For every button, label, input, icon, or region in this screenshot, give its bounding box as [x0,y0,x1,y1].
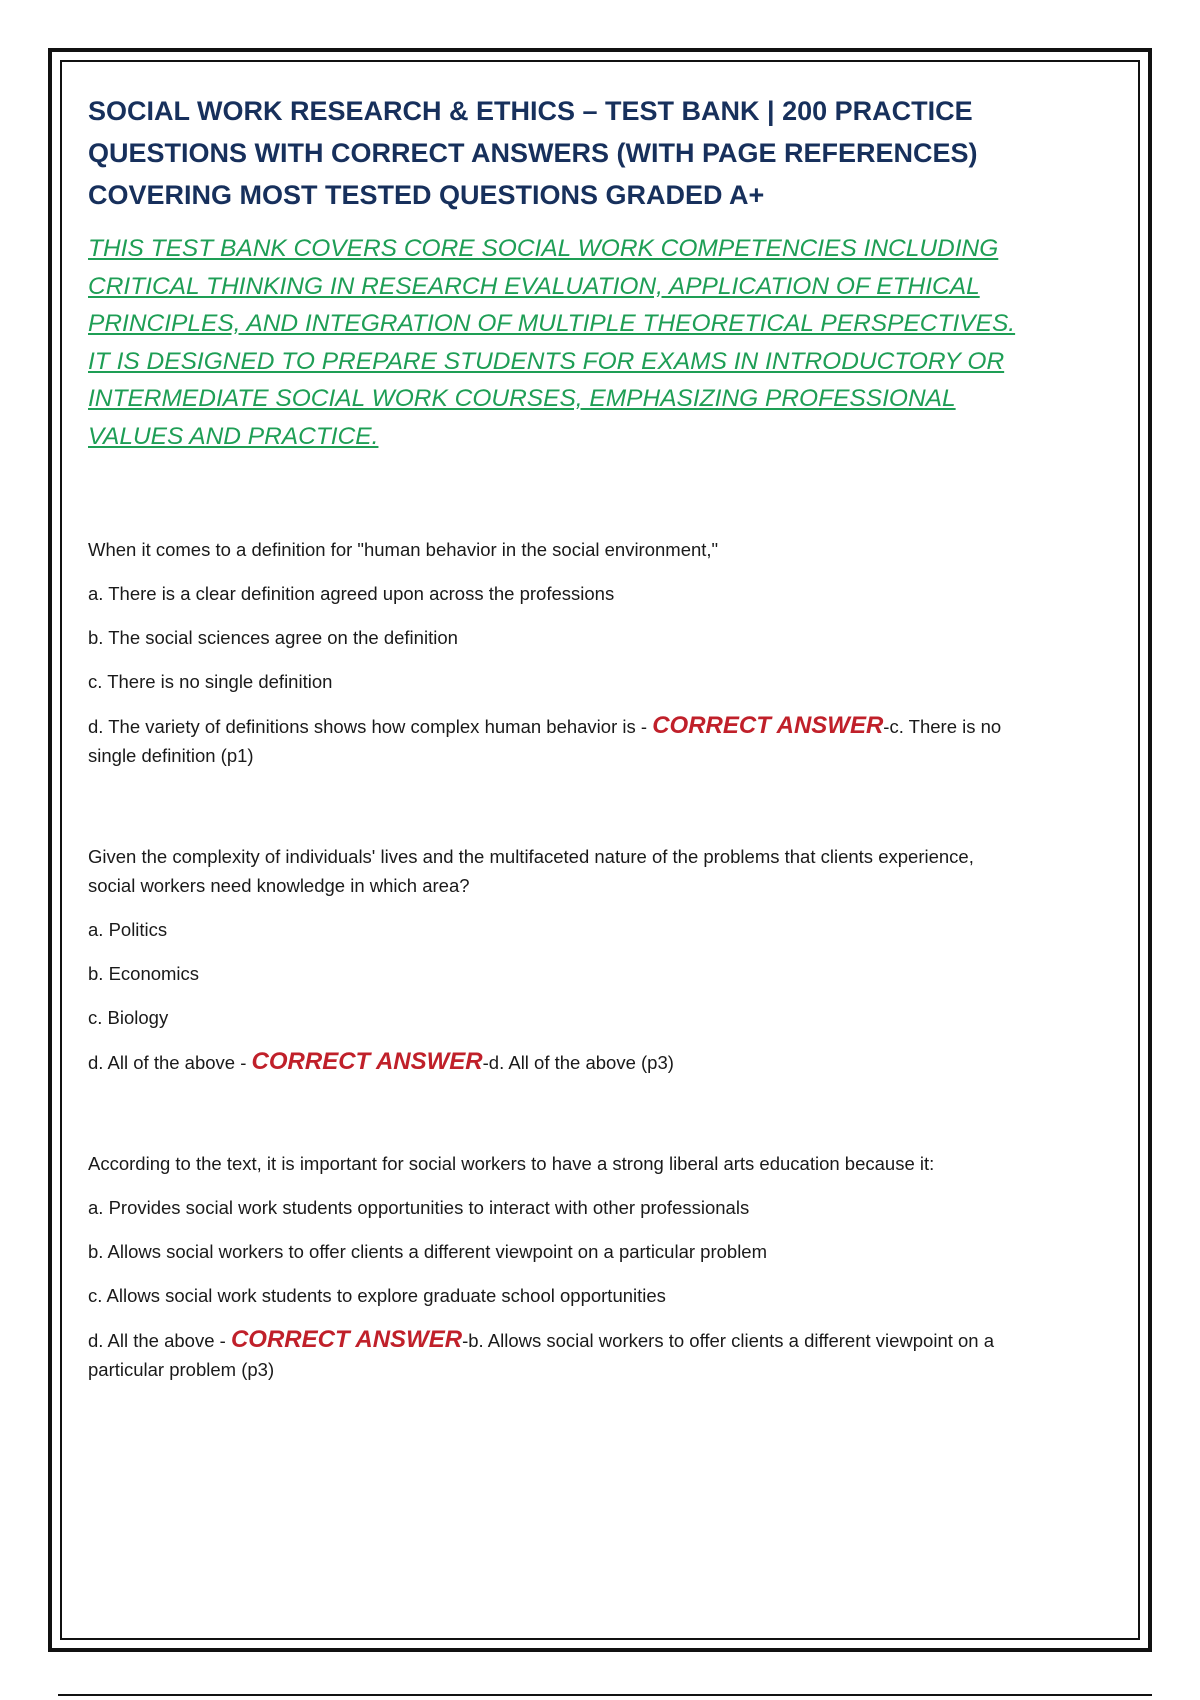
question-1 [88,535,1048,770]
option-a: a. Politics [88,919,168,940]
bottom-divider [58,1694,1152,1696]
option-d: d. All the above - [88,1330,231,1351]
document-subtitle: THIS TEST BANK COVERS CORE SOCIAL WORK COMPETENCIES INCLUDING CRITICAL THINKING IN RESEARCH EVALUATION, APPLICATION OF ETHICAL PRINCIPLES, AND INTEGRATION OF MULTIPLE THEORETICAL PERSPECTIVES. IT IS DESIGNED TO PREPARE STUDENTS FOR EXAMS IN INTRODUCTORY OR INTERMEDIATE SOCIAL WORK COURSES, EMPHASIZING PROFESSIONAL VALUES AND PRACTICE. [88,235,1016,450]
option-d: d. The variety of definitions shows how complex human behavior is - [88,716,653,737]
option-d-with-answer [88,1325,1048,1384]
answer-text: -c. There is no single definition (p1) [88,716,1002,766]
option-d-with-answer [88,1047,1048,1077]
question-3 [88,1149,1048,1384]
question-text: Given the complexity of individuals' lives and the multifaceted nature of the problems that clients experience, social workers need knowledge in which area? [88,846,974,896]
option-d-with-answer [88,711,1048,770]
document-title: SOCIAL WORK RESEARCH & ETHICS – TEST BANK | 200 PRACTICE QUESTIONS WITH CORRECT ANSWERS (WITH PAGE REFERENCES) COVERING MOST TESTED QUESTIONS GRADED A+ [88,96,978,210]
document-content [88,90,1048,1384]
option-b: b. The social sciences agree on the definition [88,627,458,648]
option-b: b. Allows social workers to offer clients a different viewpoint on a particular problem [88,1241,768,1262]
option-c: c. There is no single definition [88,671,333,692]
option-c: c. Allows social work students to explore graduate school opportunities [88,1285,666,1306]
option-c: c. Biology [88,1007,169,1028]
question-text: When it comes to a definition for "human behavior in the social environment," [88,539,719,560]
answer-text: -d. All of the above (p3) [482,1052,674,1073]
correct-answer-label: CORRECT ANSWER [251,1048,483,1075]
option-b: b. Economics [88,963,200,984]
option-a: a. Provides social work students opportunities to interact with other professionals [88,1197,750,1218]
question-text: According to the text, it is important for social workers to have a strong liberal arts education because it: [88,1153,935,1174]
correct-answer-label: CORRECT ANSWER [230,1326,463,1353]
correct-answer-label: CORRECT ANSWER [652,712,884,739]
question-2 [88,842,1048,1077]
option-a: a. There is a clear definition agreed upon across the professions [88,583,615,604]
answer-text: -b. Allows social workers to offer clients a different viewpoint on a particular problem (p3) [88,1330,995,1380]
option-d: d. All of the above - [88,1052,252,1073]
